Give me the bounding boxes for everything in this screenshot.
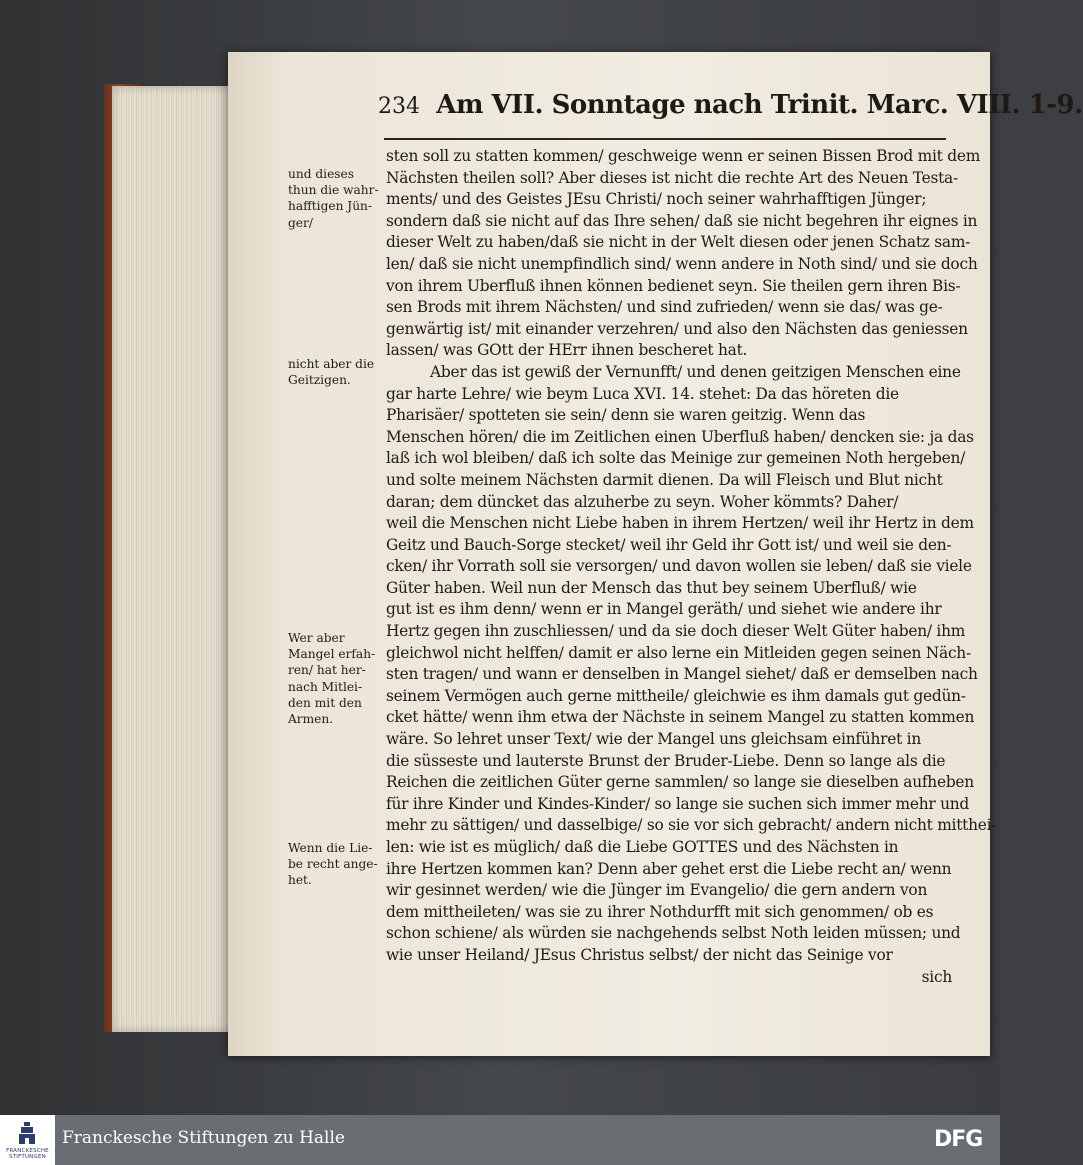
- text-line: Hertz gegen ihn zuschliessen/ und da sie doch dieser Welt Güter haben/ ihm: [386, 622, 966, 641]
- text-line: für ihre Kinder und Kindes-Kinder/ so lange sie suchen sich immer mehr und: [386, 794, 970, 813]
- text-line: sondern daß sie nicht auf das Ihre sehen/ daß sie nicht begehren ihr eignes in: [386, 211, 978, 230]
- text-line: sten tragen/ und wann er denselben in Mangel siehet/ daß er demselben nach: [386, 665, 978, 684]
- text-line: Güter haben. Weil nun der Mensch das thut bey seinem Uberfluß/ wie: [386, 578, 917, 597]
- text-line: Reichen die zeitlichen Güter gerne sammlen/ so lange sie dieselben aufheben: [386, 773, 974, 792]
- dfg-logo[interactable]: DFG: [934, 1127, 983, 1152]
- text-line: wir gesinnet werden/ wie die Jünger im Evangelio/ die gern andern von: [386, 881, 928, 900]
- text-line: dem mittheileten/ was sie zu ihrer Nothdurfft mit sich genommen/ ob es: [386, 902, 934, 921]
- page-edges: [112, 86, 236, 1032]
- text-line: seinem Vermögen auch gerne mittheile/ gleichwie es ihm damals gut gedün-: [386, 686, 966, 705]
- text-line: daran; dem düncket das alzuherbe zu seyn. Woher kömmts? Daher/: [386, 492, 899, 511]
- text-line: sten soll zu statten kommen/ geschweige wenn er seinen Bissen Brod mit dem: [386, 147, 981, 165]
- footer-bar: [0, 1115, 1000, 1165]
- text-line: die süsseste und lauterste Brunst der Bruder-Liebe. Denn so lange als die: [386, 751, 946, 770]
- text-line: wäre. So lehret unser Text/ wie der Mangel uns gleichsam einführet in: [386, 730, 922, 749]
- text-line: weil die Menschen nicht Liebe haben in ihrem Hertzen/ weil ihr Hertz in dem: [386, 514, 974, 533]
- text-line: Menschen hören/ die im Zeitlichen einen Uberfluß haben/ dencken sie: ja das: [386, 427, 974, 446]
- institution-logo[interactable]: [0, 1115, 55, 1165]
- margin-note: Wer aber Mangel erfah- ren/ hat her- nach Mitlei- den mit den Armen.: [288, 631, 376, 727]
- text-line: len: wie ist es müglich/ daß die Liebe GOTTES und des Nächsten in: [386, 838, 899, 856]
- text-line: mehr zu sättigen/ und dasselbige/ so sie vor sich gebracht/ andern nicht mitthei-: [386, 816, 997, 835]
- margin-note: und dieses thun die wahr- hafftigen Jün- ger/: [288, 167, 379, 230]
- text-line: schon schiene/ als würden sie nachgehends selbst Noth leiden müssen; und: [386, 924, 961, 943]
- text-line: lassen/ was GOtt der HErr ihnen bescheret hat.: [386, 341, 748, 360]
- catchword: sich: [921, 967, 952, 986]
- text-line: ihre Hertzen kommen kan? Denn aber gehet erst die Liebe recht an/ wenn: [386, 859, 952, 878]
- franckesche-stiftungen-emblem-icon: [17, 1121, 37, 1147]
- running-header: [378, 90, 1083, 128]
- logo-text: FRANCKESCHE STIFTUNGEN: [6, 1148, 49, 1160]
- page-number: 234: [378, 94, 420, 119]
- text-line: ments/ und des Geistes JEsu Christi/ noch seiner wahrhafftigen Jünger;: [386, 190, 927, 209]
- text-line: gleichwol nicht helffen/ damit er also lerne ein Mitleiden gegen seinen Näch-: [386, 643, 971, 662]
- text-line: gut ist es ihm denn/ wenn er in Mangel geräth/ und siehet wie andere ihr: [386, 600, 942, 619]
- text-line: gar harte Lehre/ wie beym Luca XVI. 14. stehet: Da das höreten die: [386, 384, 899, 403]
- text-line: wie unser Heiland/ JEsus Christus selbst/ der nicht das Seinige vor: [386, 945, 893, 964]
- text-line: sen Brods mit ihrem Nächsten/ und sind zufrieden/ wenn sie das/ was ge-: [386, 298, 943, 317]
- text-line: Geitz und Bauch-Sorge stecket/ weil ihr Geld ihr Gott ist/ und weil sie den-: [386, 535, 952, 554]
- institution-name[interactable]: Franckesche Stiftungen zu Halle: [62, 1128, 345, 1148]
- text-line: und solte meinem Nächsten darmit dienen. Da will Fleisch und Blut nicht: [386, 470, 943, 489]
- text-line: von ihrem Uberfluß ihnen können bedienet seyn. Sie theilen gern ihren Bis-: [386, 276, 961, 295]
- header-rule: [384, 138, 946, 140]
- body-text: [386, 146, 997, 988]
- text-line: Nächsten theilen soll? Aber dieses ist nicht die rechte Art des Neuen Testa-: [386, 168, 958, 187]
- page-title: Am VII. Sonntage nach Trinit. Marc. VIII. 1-9.: [436, 90, 1083, 120]
- text-line: len/ daß sie nicht unempfindlich sind/ wenn andere in Noth sind/ und sie doch: [386, 254, 978, 273]
- text-line: genwärtig ist/ mit einander verzehren/ und also den Nächsten das geniessen: [386, 319, 968, 338]
- margin-note: nicht aber die Geitzigen.: [288, 357, 375, 388]
- text-line: Pharisäer/ spotteten sie sein/ denn sie waren geitzig. Wenn das: [386, 406, 866, 425]
- text-line: laß ich wol bleiben/ daß ich solte das Meinige zur gemeinen Noth hergeben/: [386, 449, 966, 468]
- text-line: dieser Welt zu haben/daß sie nicht in der Welt diesen oder jenen Schatz sam-: [386, 233, 971, 252]
- text-line: cken/ ihr Vorrath soll sie versorgen/ und davon wollen sie leben/ daß sie viele: [386, 557, 972, 576]
- text-line: Aber das ist gewiß der Vernunfft/ und denen geitzigen Menschen eine: [430, 362, 961, 381]
- text-line: cket hätte/ wenn ihm etwa der Nächste in seinem Mangel zu statten kommen: [386, 708, 975, 727]
- margin-note: Wenn die Lie- be recht ange- het.: [288, 841, 378, 888]
